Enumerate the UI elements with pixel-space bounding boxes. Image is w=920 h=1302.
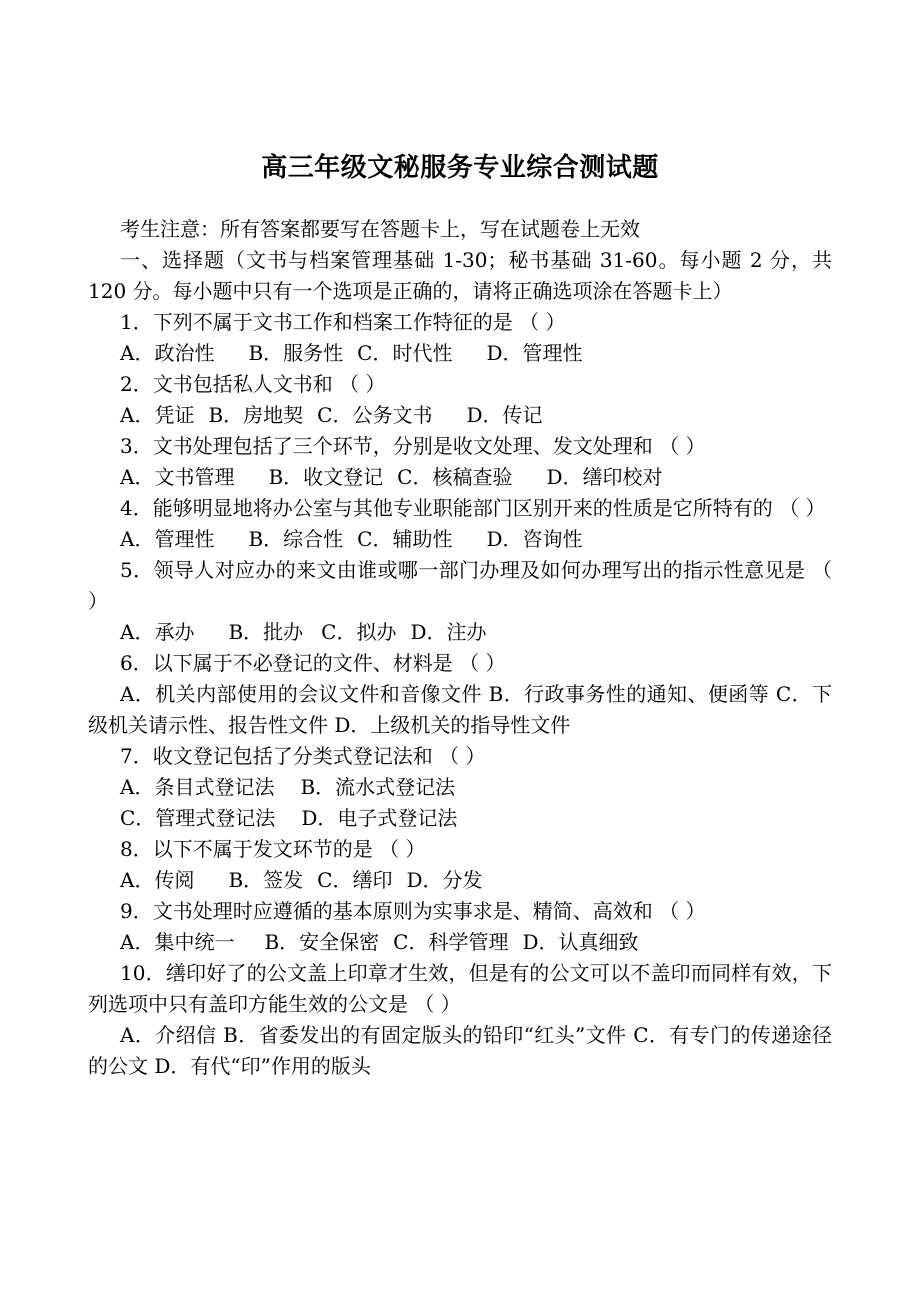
question-1-stem: 1．下列不属于文书工作和档案工作特征的是 （ ） [120,310,566,334]
question-7-stem: 7．收文登记包括了分类式登记法和 （ ） [120,744,486,768]
option-d: D．电子式登记法 [301,806,458,830]
option-d: D．缮印校对 [546,465,663,489]
option-b: B．安全保密 [264,930,380,954]
option-b: B．流水式登记法 [300,775,456,799]
question-7-options-row-1 [88,772,832,803]
question-10-options: A．介绍信 B．省委发出的有固定版头的铅印“红头”文件 C．有专门的传递途径的公文 D．有代“印”作用的版头 [88,1023,832,1078]
question-9-options [88,927,832,958]
option-a: A．承办 [120,620,195,644]
question-10-stem: 10．缮印好了的公文盖上印章才生效，但是有的公文可以不盖印而同样有效，下列选项中只有盖印方能生效的公文是 （ ） [88,961,832,1016]
option-a: A．文书管理 [120,465,235,489]
option-c: C．公务文书 [317,403,433,427]
option-b: B．综合性 [248,527,344,551]
option-a: A．集中统一 [120,930,235,954]
option-d: D．咨询性 [486,527,583,551]
section-intro: 一、选择题（文书与档案管理基础 1-30；秘书基础 31-60。每小题 2 分，共 120 分。每小题中只有一个选项是正确的，请将正确选项涂在答题卡上） [88,248,832,303]
question-1-options [88,338,832,369]
question-6-options: A．机关内部使用的会议文件和音像文件 B．行政事务性的通知、便函等 C．下级机关请示性、报告性文件 D．上级机关的指导性文件 [88,682,832,737]
question-7-options-row-2 [88,803,832,834]
option-c: C．拟办 [321,620,397,644]
option-d: D．传记 [466,403,543,427]
option-c: C．管理式登记法 [120,806,276,830]
question-6-stem: 6．以下属于不必登记的文件、材料是 （ ） [120,651,506,675]
option-a: A．管理性 [120,527,215,551]
document-title: 高三年级文秘服务专业综合测试题 [261,153,659,183]
option-c: C．科学管理 [393,930,509,954]
option-c: C．缮印 [317,868,393,892]
option-b: B．房地契 [208,403,304,427]
option-c: C．核稿查验 [397,465,513,489]
question-5-options [88,617,832,648]
option-d: D．管理性 [486,341,583,365]
question-4-stem: 4．能够明显地将办公室与其他专业职能部门区别开来的性质是它所特有的 （ ） [120,496,826,520]
question-2-options [88,400,832,431]
option-b: B．收文登记 [268,465,384,489]
option-a: A．条目式登记法 [120,775,275,799]
option-b: B．服务性 [248,341,344,365]
question-9-stem: 9．文书处理时应遵循的基本原则为实事求是、精简、高效和 （ ） [120,899,706,923]
option-a: A．传阅 [120,868,195,892]
option-b: B．批办 [228,620,304,644]
question-8-options [88,865,832,896]
option-d: D．分发 [406,868,483,892]
question-3-stem: 3．文书处理包括了三个环节，分别是收文处理、发文处理和 （ ） [120,434,706,458]
question-3-options [88,462,832,493]
option-d: D．注办 [410,620,487,644]
document-body [88,214,832,1082]
option-c: C．时代性 [357,341,453,365]
option-a: A．政治性 [120,341,215,365]
question-5-stem: 5．领导人对应办的来文由谁或哪一部门办理及如何办理写出的指示性意见是 （ ） [88,558,832,613]
option-a: A．凭证 [120,403,195,427]
question-2-stem: 2．文书包括私人文书和 （ ） [120,372,386,396]
question-8-stem: 8．以下不属于发文环节的是 （ ） [120,837,426,861]
option-b: B．签发 [228,868,304,892]
option-d: D．认真细致 [522,930,639,954]
question-4-options [88,524,832,555]
option-c: C．辅助性 [357,527,453,551]
exam-notice: 考生注意：所有答案都要写在答题卡上，写在试题卷上无效 [120,217,640,241]
